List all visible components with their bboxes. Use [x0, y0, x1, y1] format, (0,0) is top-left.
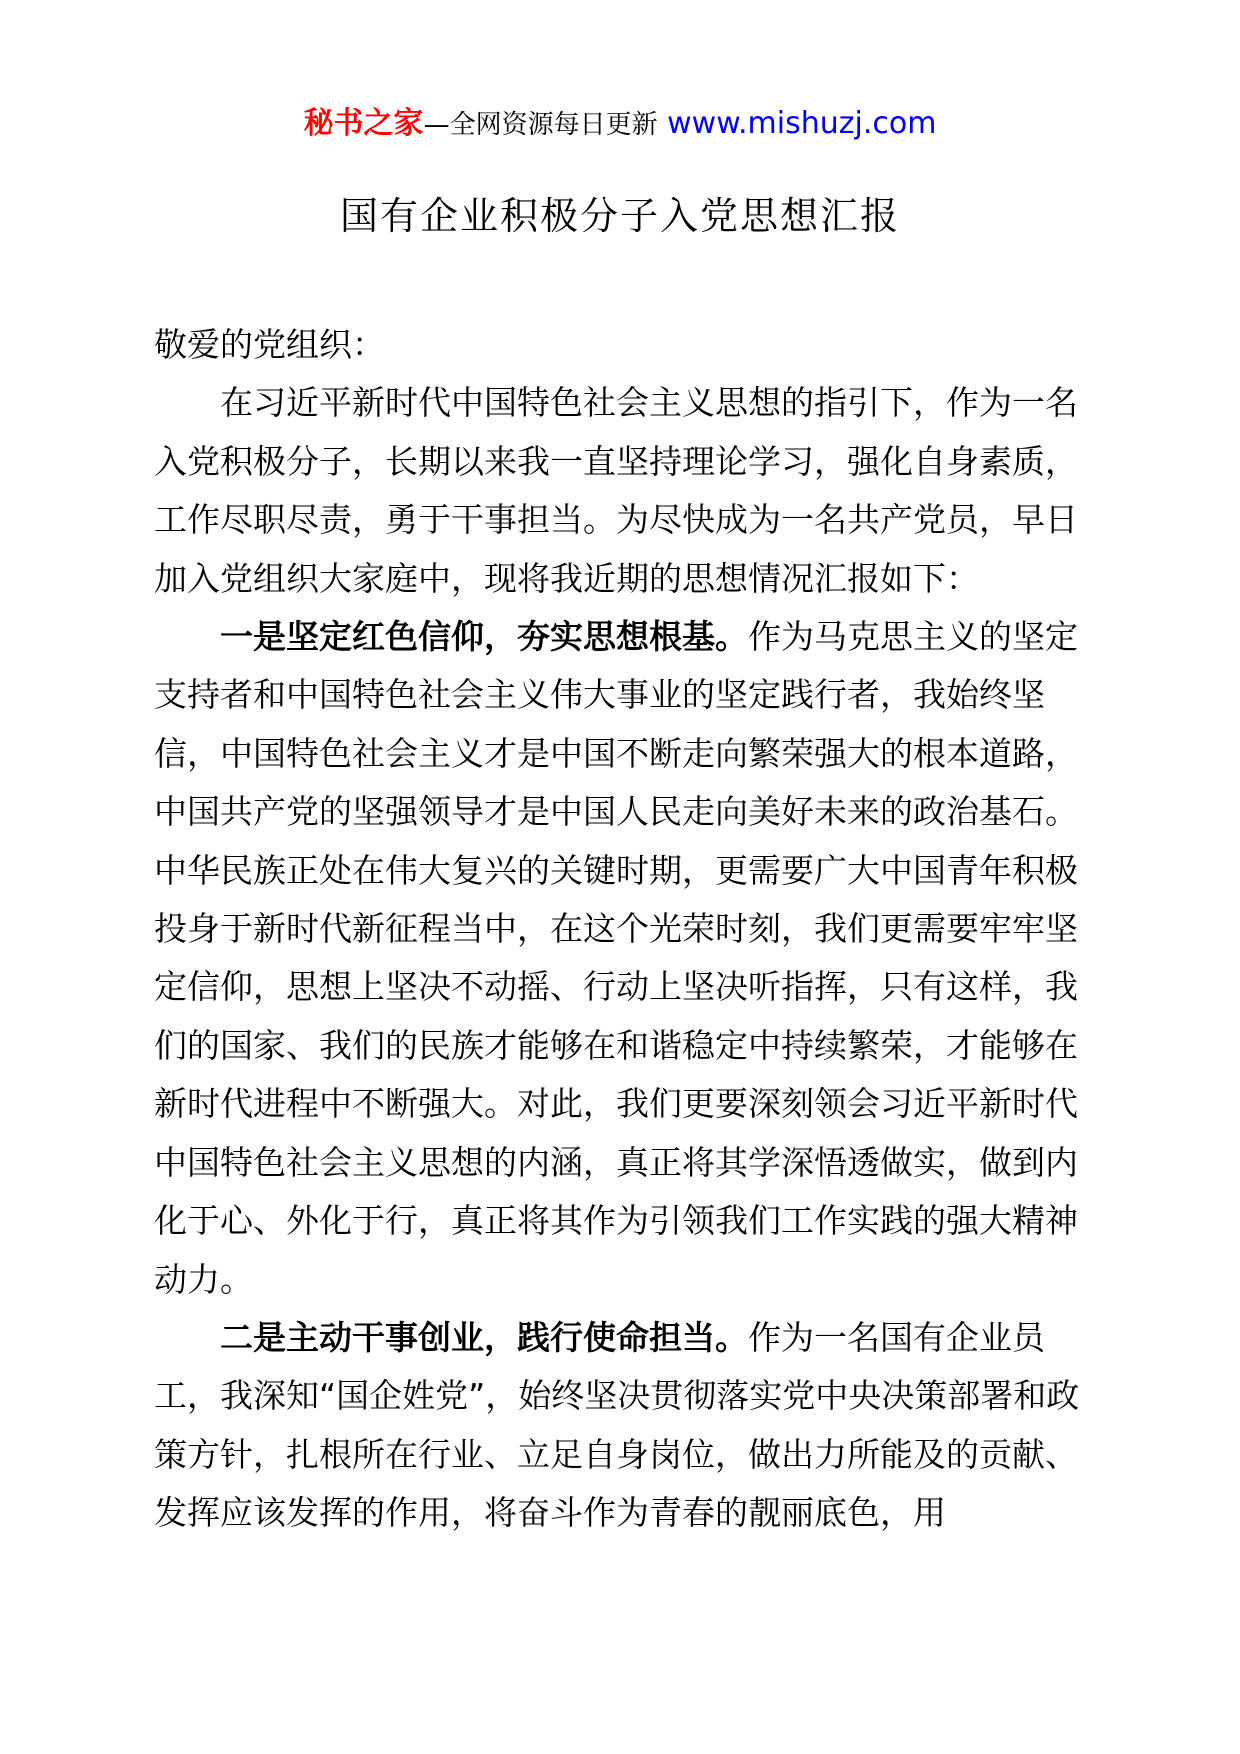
document-title: 国有企业积极分子入党思想汇报: [339, 194, 900, 238]
section-text-2: 作为一名国有企业员工，我深知“国企姓党”，始终坚决贯彻落实党中央决策部署和政策方针，扎根所在行业、立足自身岗位，做出力所能及的贡献、发挥应该发挥的作用，将奋斗作为青春的靓丽底色，用: [154, 1317, 1080, 1533]
site-header: [0, 102, 1240, 147]
site-brand: 秘书之家: [303, 106, 424, 141]
section-heading-2: 二是主动干事创业，践行使命担当。: [220, 1317, 748, 1357]
section-heading-1: 一是坚定红色信仰，夯实思想根基。: [220, 617, 748, 657]
site-tagline: —全网资源每日更新: [423, 110, 658, 140]
section-paragraph-1: [154, 608, 1084, 1309]
salutation: 敬爱的党组织：: [154, 325, 385, 364]
site-url-link[interactable]: www.mishuzj.com: [667, 106, 937, 141]
document-body: [154, 316, 1084, 1543]
section-paragraph-2: [154, 1309, 1084, 1543]
intro-paragraph: 在习近平新时代中国特色社会主义思想的指引下，作为一名入党积极分子，长期以来我一直坚持理论学习，强化自身素质，工作尽职尽责，勇于干事担当。为尽快成为一名共产党员，早日加入党组织大家庭中，现将我近期的思想情况汇报如下：: [154, 383, 1078, 598]
section-text-1: 作为马克思主义的坚定支持者和中国特色社会主义伟大事业的坚定践行者，我始终坚信，中国特色社会主义才是中国不断走向繁荣强大的根本道路，中国共产党的坚强领导才是中国人民走向美好未来的政治基石。中华民族正处在伟大复兴的关键时期，更需要广大中国青年积极投身于新时代新征程当中，在这个光荣时刻，我们更需要牢牢坚定信仰，思想上坚决不动摇、行动上坚决听指挥，只有这样，我们的国家、我们的民族才能够在和谐稳定中持续繁荣，才能够在新时代进程中不断强大。对此，我们更要深刻领会习近平新时代中国特色社会主义思想的内涵，真正将其学深悟透做实，做到内化于心、外化于行，真正将其作为引领我们工作实践的强大精神动力。: [154, 617, 1078, 1299]
